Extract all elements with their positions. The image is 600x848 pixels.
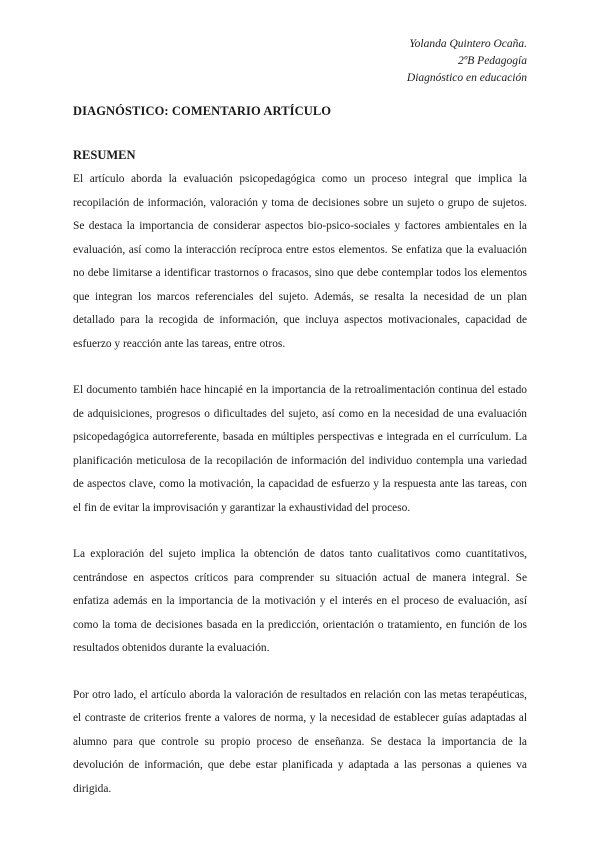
section-heading-resumen: RESUMEN: [73, 148, 136, 162]
document-title: DIAGNÓSTICO: COMENTARIO ARTÍCULO: [73, 104, 332, 118]
course-label: 2ºB Pedagogía: [457, 55, 527, 67]
subject-label: Diagnóstico en educación: [406, 72, 527, 84]
document-header: [407, 36, 527, 87]
paragraph-2: El documento también hace hincapié en la importancia de la retroalimentación continua del estado de adquisiciones, progresos o dificultades del sujeto, así como en la necesidad de una evaluación psicopedagógica autorreferente, basada en múltiples perspectivas e integrada en el currículum. La planificación meticulosa de la recopilación de información del individuo contempla una variedad de aspectos clave, como la motivación, la capacidad de esfuerzo y la respuesta ante las tareas, con el fin de evitar la improvisación y garantizar la exhaustividad del proceso.: [73, 384, 527, 514]
paragraph-1: El artículo aborda la evaluación psicopedagógica como un proceso integral que implica la recopilación de información, valoración y toma de decisiones sobre un sujeto o grupo de sujetos. Se destaca la importancia de considerar aspectos bio-psico-sociales y factores ambientales en la evaluación, así como la interacción recíproca entre estos elementos. Se enfatiza que la evaluación no debe limitarse a identificar trastornos o fracasos, sino que debe contemplar todos los elementos que integran los marcos referenciales del sujeto. Además, se resalta la necesidad de un plan detallado para la recogida de información, que incluya aspectos motivacionales, capacidad de esfuerzo y reacción ante las tareas, entre otros.: [73, 173, 527, 350]
paragraph-3: La exploración del sujeto implica la obtención de datos tanto cualitativos como cuantitativos, centrándose en aspectos críticos para comprender su situación actual de manera integral. Se enfatiza además en la importancia de la motivación y el interés en el proceso de evaluación, así como la toma de decisiones basada en la predicción, orientación o tratamiento, en función de los resultados obtenidos durante la evaluación.: [73, 548, 527, 654]
summary-body: [73, 168, 527, 824]
author-name: Yolanda Quintero Ocaña.: [409, 38, 527, 50]
paragraph-4: Por otro lado, el artículo aborda la valoración de resultados en relación con las metas terapéuticas, el contraste de criterios frente a valores de norma, y la necesidad de establecer guías adaptadas al alumno para que controle su propio proceso de enseñanza. Se destaca la importancia de la devolución de información, que debe estar planificada y adaptada a las personas a quienes va dirigida.: [73, 688, 527, 795]
